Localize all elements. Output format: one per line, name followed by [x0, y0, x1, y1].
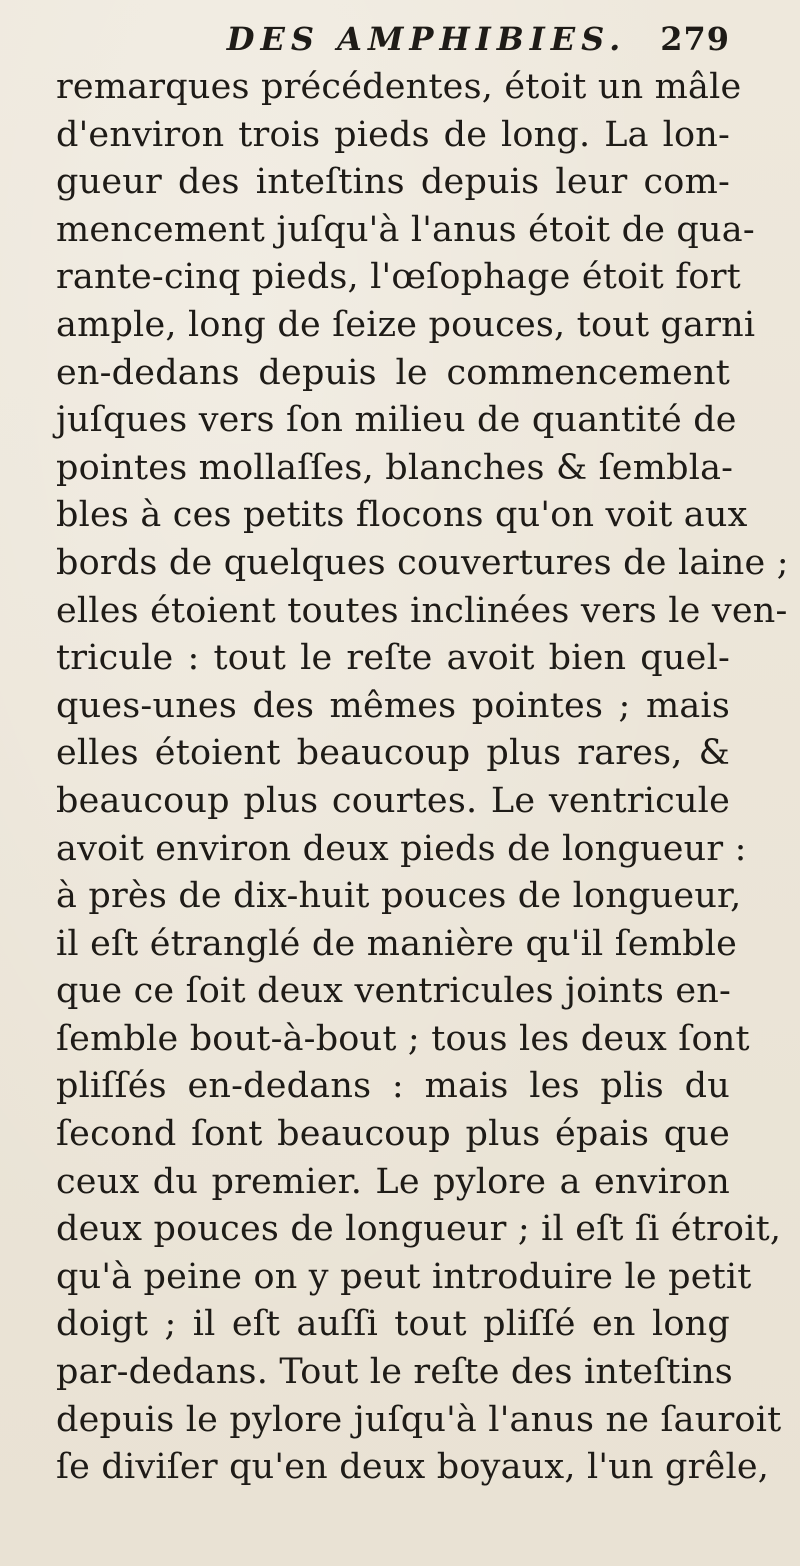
text-line: elles étoient toutes inclinées vers le ven-	[56, 590, 788, 631]
body-text	[56, 64, 789, 1492]
text-line: que ce ſoit deux ventricules joints en-	[56, 971, 732, 1012]
text-line: pointes mollaſſes, blanches & ſembla-	[56, 447, 734, 488]
text-line: avoit environ deux pieds de longueur :	[56, 828, 747, 869]
text-line: gueur des inteſtins depuis leur com-	[56, 162, 730, 203]
text-line: tricule : tout le reſte avoit bien quel-	[56, 638, 730, 679]
text-line: elles étoient beaucoup plus rares, &	[56, 733, 730, 774]
text-line: juſques vers ſon milieu de quantité de	[56, 400, 737, 441]
page-number: 279	[660, 20, 730, 58]
text-line: d'environ trois pieds de long. La lon-	[56, 114, 730, 155]
text-line: ceux du premier. Le pylore a environ	[56, 1161, 730, 1202]
text-line: à près de dix-huit pouces de longueur,	[56, 876, 742, 917]
text-line: ques-unes des mêmes pointes ; mais	[56, 685, 730, 726]
text-line: par-dedans. Tout le reſte des inteſtins	[56, 1352, 733, 1393]
text-line: ſecond ſont beaucoup plus épais que	[56, 1114, 730, 1155]
text-line: ſe diviſer qu'en deux boyaux, l'un grêle,	[56, 1447, 770, 1488]
text-line: rante-cinq pieds, l'œſophage étoit fort	[56, 257, 741, 298]
text-line: en-dedans depuis le commencement	[56, 352, 730, 393]
text-line: deux pouces de longueur ; il eſt ſi étroit,	[56, 1209, 782, 1250]
text-line: qu'à peine on y peut introduire le petit	[56, 1256, 752, 1297]
text-line: pliſſés en-dedans : mais les plis du	[56, 1066, 730, 1107]
text-line: ample, long de ſeize pouces, tout garni	[56, 304, 756, 345]
text-line: il eſt étranglé de manière qu'il ſemble	[56, 923, 738, 964]
text-line: depuis le pylore juſqu'à l'anus ne ſauroit	[56, 1399, 782, 1440]
text-line: bords de quelques couvertures de laine ;	[56, 542, 789, 583]
text-line: beaucoup plus courtes. Le ventricule	[56, 780, 730, 821]
text-line: ſemble bout-à-bout ; tous les deux ſont	[56, 1018, 750, 1059]
text-line: remarques précédentes, étoit un mâle	[56, 67, 742, 107]
text-line: doigt ; il eſt auſſi tout pliſſé en long	[56, 1304, 730, 1345]
running-head-title: DES AMPHIBIES.	[226, 20, 627, 58]
running-head	[56, 20, 730, 60]
text-line: mencement juſqu'à l'anus étoit de qua-	[56, 209, 755, 250]
text-line: bles à ces petits flocons qu'on voit aux	[56, 495, 748, 536]
